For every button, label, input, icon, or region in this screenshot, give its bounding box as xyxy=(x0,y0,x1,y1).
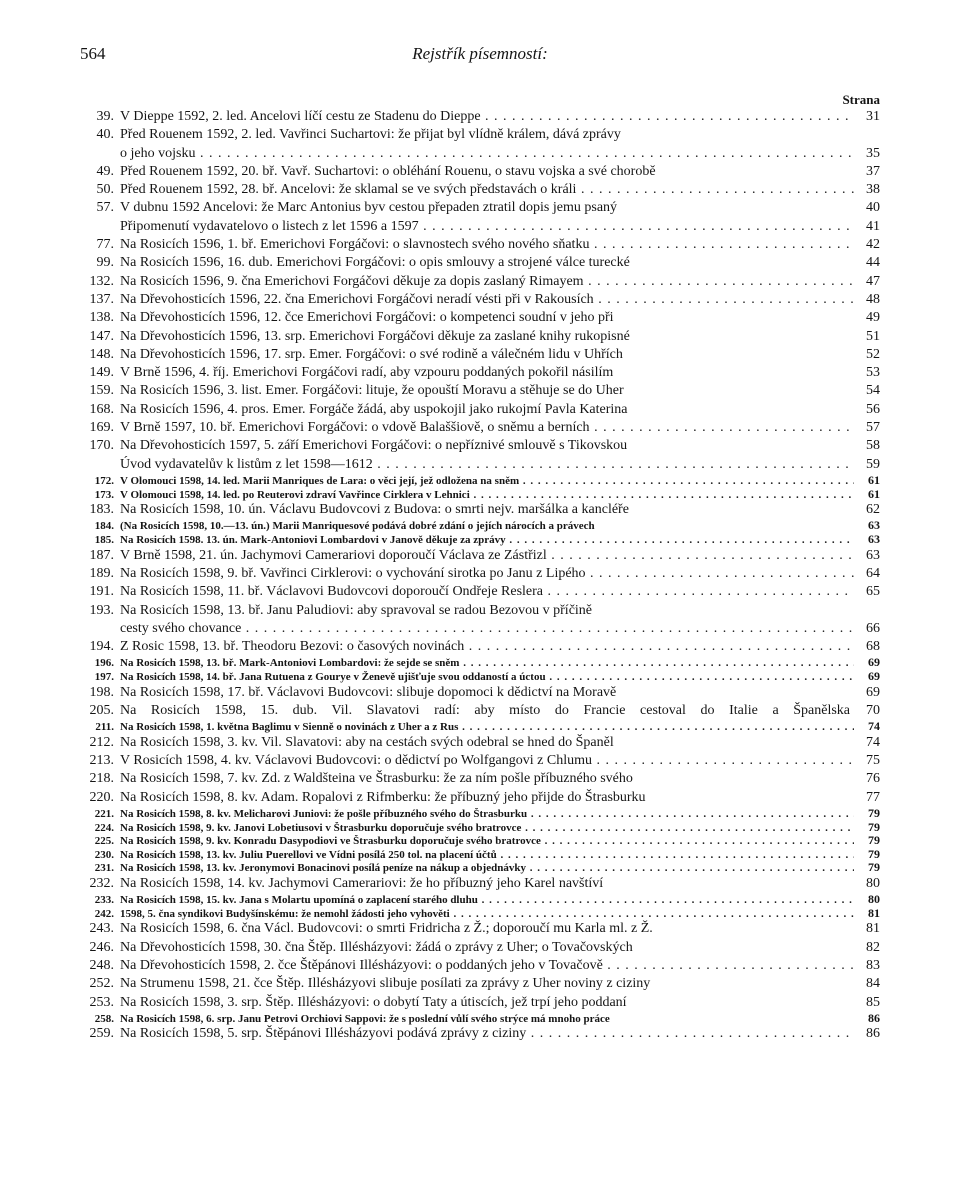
entry-text: Na Rosicích 1598, 3. srp. Štěp. Illésházyovi: o dobytí Taty a útiscích, jež trpí jeho poddaní xyxy=(120,994,627,1010)
list-item xyxy=(80,163,880,181)
entry-number: 183. xyxy=(89,502,114,518)
list-item xyxy=(80,181,880,199)
entry-text: V Brně 1596, 4. říj. Emerichovi Forgáčovi radí, aby vzpouru poddaných pokořil násilím xyxy=(120,365,614,381)
entry-number: 185. xyxy=(94,534,114,547)
entry-text: Na Strumenu 1598, 21. čce Štěp. Illésházyovi slibuje posílati za zprávy z Uher noviny z ciziny xyxy=(120,976,651,992)
entry-text: V Rosicích 1598, 4. kv. Václavovi Budovcovi: o dědictví po Wolfgangovi z Chlumu xyxy=(120,753,592,769)
list-item xyxy=(80,583,880,601)
entry-text: 1598, 5. čna syndikovi Budyšínskému: že nemohl žádosti jeho vyhověti xyxy=(120,907,450,920)
entry-number: 149. xyxy=(89,365,114,381)
entry-body xyxy=(120,364,854,382)
list-item xyxy=(80,770,880,788)
entry-page: 49 xyxy=(866,310,880,326)
entry-body xyxy=(120,975,854,993)
entry-text: Z Rosic 1598, 13. bř. Theodoru Bezovi: o časových novinách xyxy=(120,639,465,655)
entry-page: 51 xyxy=(866,328,880,344)
page-column-label: Strana xyxy=(842,92,880,107)
entry-body xyxy=(120,547,854,565)
list-item xyxy=(80,501,880,519)
entry-page: 64 xyxy=(866,565,880,581)
entry-text: Na Rosicích 1598, 6. srp. Janu Petrovi Orchiovi Sappovi: že s poslední vůlí svého strýce má mnoho práce xyxy=(120,1012,610,1025)
list-item xyxy=(80,456,880,474)
entry-text: V Olomouci 1598, 14. led. Marii Manriques de Lara: o věci její, jež odložena na sněm xyxy=(120,474,520,487)
list-item xyxy=(80,1025,880,1043)
list-item xyxy=(80,684,880,702)
entry-page: 61 xyxy=(868,472,880,487)
entry-number: 225. xyxy=(94,835,114,848)
entry-body xyxy=(120,273,854,291)
entry-number: 243. xyxy=(89,921,114,937)
entry-number: 169. xyxy=(89,420,114,436)
entry-page: 80 xyxy=(866,875,880,891)
entry-page: 86 xyxy=(868,1010,880,1025)
entry-page: 40 xyxy=(866,200,880,216)
entry-page: 66 xyxy=(866,620,880,636)
entry-body xyxy=(120,808,854,822)
entry-number: 198. xyxy=(89,684,114,700)
entry-number: 99. xyxy=(96,255,114,271)
entry-number: 193. xyxy=(89,602,114,618)
entry-text: Na Rosicích 1598, 11. bř. Václavovi Budovcovi doporoučí Ondřeje Reslera xyxy=(120,584,544,600)
entry-text: Na Rosicích 1596, 16. dub. Emerichovi Forgáčovi: o opis smlouvy a strojené válce turecké xyxy=(120,255,630,271)
entry-page: 81 xyxy=(868,905,880,920)
entry-page: 84 xyxy=(866,976,880,992)
entry-number: 196. xyxy=(94,657,114,670)
entry-page: 75 xyxy=(866,753,880,769)
entry-body xyxy=(120,1013,854,1027)
entry-number: 132. xyxy=(89,273,114,289)
entry-body xyxy=(120,671,854,685)
entry-body xyxy=(120,126,854,144)
list-item xyxy=(80,547,880,565)
list-item xyxy=(80,328,880,346)
entry-body xyxy=(120,1025,854,1043)
entry-page: 79 xyxy=(868,860,880,875)
entry-page: 79 xyxy=(868,819,880,834)
list-item xyxy=(80,789,880,807)
entry-number: 191. xyxy=(89,584,114,600)
list-item xyxy=(80,273,880,291)
list-item xyxy=(80,519,880,533)
entry-text: Na Rosicích 1598. 13. ún. Mark-Antoniovi Lombardovi v Janově děkuje za zprávy xyxy=(120,534,506,547)
entry-body xyxy=(120,721,854,735)
entry-page: 69 xyxy=(868,655,880,670)
entry-text: Na Rosicích 1598, 3. kv. Vil. Slavatovi: aby na cestách svých odebral se hned do Španěl xyxy=(120,734,614,750)
list-item xyxy=(80,145,880,163)
entry-body xyxy=(120,789,854,807)
entry-page: 79 xyxy=(868,833,880,848)
list-item xyxy=(80,309,880,327)
entry-text: Na Rosicích 1598, 7. kv. Zd. z Waldšteina ve Štrasburku: že za ním pošle příbuzného svého xyxy=(120,771,633,787)
entry-page: 38 xyxy=(866,182,880,198)
entry-text: Na Rosicích 1598, 14. kv. Jachymovi Camerariovi: že ho příbuzný jeho Karel navštíví xyxy=(120,875,604,891)
entry-body xyxy=(120,419,854,437)
entry-text: Na Rosicích 1598, 9. kv. Konradu Dasypodiovi ve Štrasburku doporučuje svého bratrovce xyxy=(120,835,541,848)
entry-body xyxy=(120,534,854,548)
entry-page: 63 xyxy=(866,547,880,563)
entry-body xyxy=(120,163,854,181)
list-item xyxy=(80,488,880,502)
entry-page: 79 xyxy=(868,846,880,861)
entry-page: 42 xyxy=(866,237,880,253)
entry-text: Na Rosicích 1598, 15. kv. Jana s Molartu upomíná o zaplacení starého dluhu xyxy=(120,894,478,907)
entry-body xyxy=(120,456,854,474)
table-of-contents xyxy=(80,108,880,1044)
entry-number: 231. xyxy=(94,862,114,875)
entry-number: 137. xyxy=(89,291,114,307)
entry-text: Před Rouenem 1592, 20. bř. Vavř. Suchartovi: o obléhání Rouenu, o stavu vojska a své chorobě xyxy=(120,163,656,179)
entry-body xyxy=(120,849,854,863)
entry-text: Připomenutí vydavatelovo o listech z let 1596 a 1597 xyxy=(120,218,419,234)
entry-body xyxy=(120,236,854,254)
list-item xyxy=(80,236,880,254)
running-title: Rejstřík písemností: xyxy=(412,44,548,63)
entry-text: Na Rosicích 1596, 3. list. Emer. Forgáčovi: lituje, že opouští Moravu a stěhuje se do Uher xyxy=(120,383,624,399)
entry-text: V Dieppe 1592, 2. led. Ancelovi líčí cestu ze Stadenu do Dieppe xyxy=(120,109,481,124)
entry-body xyxy=(120,994,854,1012)
entry-text: Na Rosicích 1598, 8. kv. Adam. Ropalovi z Rifmberku: že příbuzný jeho přijde do Štrasburku xyxy=(120,789,646,805)
entry-text: Na Rosicích 1598, 8. kv. Melicharovi Juniovi: že pošle příbuzného svého do Štrasburku xyxy=(120,807,528,820)
entry-text: Na Rosicích 1598, 14. bř. Jana Rutuena z Gourye v Ženevě ujišťuje svou oddaností a úctou xyxy=(120,670,546,683)
entry-text: V dubnu 1592 Ancelovi: že Marc Antonius byv cestou přepaden ztratil dopis jemu psaný xyxy=(120,200,618,216)
list-item xyxy=(80,670,880,684)
entry-body xyxy=(120,346,854,364)
entry-body xyxy=(120,734,854,752)
list-item xyxy=(80,437,880,455)
entry-number: 170. xyxy=(89,438,114,454)
entry-page: 74 xyxy=(868,719,880,734)
entry-body xyxy=(120,620,854,638)
entry-text: Na Rosicích 1598, 5. srp. Štěpánovi Illésházyovi podává zprávy z ciziny xyxy=(120,1026,527,1042)
entry-number: 212. xyxy=(89,734,114,750)
entry-text: Před Rouenem 1592, 28. bř. Ancelovi: že sklamal se ve svých představách o králi xyxy=(120,182,577,198)
entry-text: Před Rouenem 1592, 2. led. Vavřinci Suchartovi: že přijat byl vlídně králem, dává zprávy xyxy=(120,127,621,143)
entry-body xyxy=(120,382,854,400)
entry-number: 218. xyxy=(89,771,114,787)
entry-number: 147. xyxy=(89,328,114,344)
entry-text: Na Rosicích 1596, 9. čna Emerichovi Forgáčovi děkuje za dopis zaslaný Rimayem xyxy=(120,273,584,289)
entry-text: (Na Rosicích 1598, 10.—13. ún.) Marii Manriquesové podává dobré zdání o jejích nárocích a právech xyxy=(120,520,595,533)
entry-number: 233. xyxy=(94,894,114,907)
entry-page: 74 xyxy=(866,734,880,750)
entry-page: 76 xyxy=(866,771,880,787)
list-item xyxy=(80,620,880,638)
entry-text: Na Dřevohosticích 1598, 2. čce Štěpánovi Illésházyovi: o poddaných jeho v Tovačově xyxy=(120,958,603,973)
entry-text: Na Dřevohosticích 1596, 22. čna Emerichovi Forgáčovi neradí vésti při v Rakousích xyxy=(120,291,594,307)
entry-body xyxy=(120,939,854,957)
entry-body xyxy=(120,583,854,601)
entry-page: 83 xyxy=(866,958,880,973)
list-item xyxy=(80,199,880,217)
list-item xyxy=(80,994,880,1012)
list-item xyxy=(80,821,880,835)
entry-body xyxy=(120,520,854,534)
entry-number: 259. xyxy=(89,1026,114,1042)
list-item xyxy=(80,533,880,547)
entry-page: 31 xyxy=(866,109,880,124)
entry-text: Na Rosicích 1598, 10. ún. Václavu Budovcovi z Budova: o smrti nejv. maršálka a kancléře xyxy=(120,502,629,518)
list-item xyxy=(80,807,880,821)
entry-body xyxy=(120,894,854,908)
entry-page: 65 xyxy=(866,584,880,600)
entry-body xyxy=(120,309,854,327)
entry-body xyxy=(120,822,854,836)
entry-body xyxy=(120,437,854,455)
entry-number: 148. xyxy=(89,346,114,362)
list-item xyxy=(80,752,880,770)
entry-page: 35 xyxy=(866,145,880,161)
entry-page: 54 xyxy=(866,383,880,399)
entry-number: 194. xyxy=(89,639,114,655)
list-item xyxy=(80,834,880,848)
entry-text: Na Dřevohosticích 1596, 17. srp. Emer. Forgáčovi: o své rodině a válečném lidu v Uhřích xyxy=(120,346,623,362)
entry-page: 62 xyxy=(866,502,880,518)
entry-text: V Brně 1598, 21. ún. Jachymovi Camerariovi doporoučí Václava ze Zástřizl xyxy=(120,547,547,563)
entry-body xyxy=(120,702,854,720)
entry-page: 58 xyxy=(866,438,880,454)
entry-number: 173. xyxy=(94,488,114,501)
entry-body xyxy=(120,401,854,419)
entry-page: 70 xyxy=(866,702,880,718)
entry-page: 48 xyxy=(866,291,880,307)
entry-number: 221. xyxy=(94,807,114,820)
entry-page: 37 xyxy=(866,163,880,179)
entry-number: 197. xyxy=(94,670,114,683)
entry-number: 205. xyxy=(89,702,114,718)
entry-body xyxy=(120,602,854,620)
entry-number: 230. xyxy=(94,848,114,861)
entry-text: V Brně 1597, 10. bř. Emerichovi Forgáčovi: o vdově Balaššiově, o sněmu a berních xyxy=(120,420,590,436)
entry-body xyxy=(120,475,854,489)
entry-text: Na Rosicích 1596, 1. bř. Emerichovi Forgáčovi: o slavnostech svého nového sňatku xyxy=(120,237,590,253)
entry-text: Na Rosicích 1596, 4. pros. Emer. Forgáče žádá, aby uspokojil jako rukojmí Pavla Katerina xyxy=(120,401,628,417)
entry-text: Na Rosicích 1598, 6. čna Václ. Budovcovi: o smrti Fridricha z Ž.; doporoučí mu Karla ml. z Ž. xyxy=(120,921,653,937)
entry-text: Na Rosicích 1598, 13. bř. Janu Paludiovi: aby spravoval se radou Bezovou v příčině xyxy=(120,602,593,618)
entry-text: o jeho vojsku xyxy=(120,145,196,161)
entry-body xyxy=(120,254,854,272)
entry-number: 39. xyxy=(96,109,114,124)
list-item xyxy=(80,346,880,364)
list-item xyxy=(80,875,880,893)
list-item xyxy=(80,401,880,419)
list-item xyxy=(80,861,880,875)
entry-number: 246. xyxy=(89,939,114,955)
entry-number: 248. xyxy=(89,958,114,973)
entry-text: Na Rosicích 1598, 9. bř. Vavřinci Cirklerovi: o vychování sirotka po Janu z Lipého xyxy=(120,565,586,581)
entry-page: 79 xyxy=(868,805,880,820)
entry-page: 63 xyxy=(868,532,880,547)
entry-text: Na Dřevohosticích 1596, 12. čce Emerichovi Forgáčovi: o kompetenci soudní v jeho při xyxy=(120,310,614,326)
entry-number: 159. xyxy=(89,383,114,399)
entry-body xyxy=(120,657,854,671)
entry-text: cesty svého chovance xyxy=(120,620,242,636)
entry-page: 69 xyxy=(868,668,880,683)
entry-number: 168. xyxy=(89,401,114,417)
list-item xyxy=(80,364,880,382)
entry-body xyxy=(120,291,854,309)
entry-text: Na Rosicích 1598, 15. dub. Vil. Slavatovi radí: aby místo do Francie cestoval do Italie a Španělska xyxy=(120,702,851,718)
entry-body xyxy=(120,489,854,503)
entry-page: 56 xyxy=(866,401,880,417)
entry-body xyxy=(120,752,854,770)
entry-number: 213. xyxy=(89,753,114,769)
list-item xyxy=(80,893,880,907)
entry-body xyxy=(120,770,854,788)
entry-page: 59 xyxy=(866,456,880,472)
list-item xyxy=(80,920,880,938)
list-item xyxy=(80,720,880,734)
entry-page: 68 xyxy=(866,639,880,655)
entry-text: Úvod vydavatelův k listům z let 1598—1612 xyxy=(120,456,373,472)
entry-body xyxy=(120,835,854,849)
list-item xyxy=(80,565,880,583)
entry-number: 184. xyxy=(94,520,114,533)
entry-body xyxy=(120,638,854,656)
entry-page: 85 xyxy=(866,994,880,1010)
list-item xyxy=(80,656,880,670)
entry-body xyxy=(120,181,854,199)
list-item xyxy=(80,419,880,437)
entry-text: Na Rosicích 1598, 13. bř. Mark-Antoniovi Lombardovi: že sejde se sněm xyxy=(120,657,460,670)
entry-number: 211. xyxy=(95,721,114,734)
page-number: 564 xyxy=(80,44,106,63)
list-item xyxy=(80,218,880,236)
list-item xyxy=(80,108,880,126)
list-item xyxy=(80,848,880,862)
entry-page: 61 xyxy=(868,486,880,501)
list-item xyxy=(80,957,880,975)
entry-page: 52 xyxy=(866,346,880,362)
entry-body xyxy=(120,957,854,975)
entry-number: 172. xyxy=(94,474,114,487)
list-item xyxy=(80,474,880,488)
list-item xyxy=(80,702,880,720)
entry-text: Na Rosicích 1598, 13. kv. Jeronymovi Bonacinovi posílá peníze na nákup a objednávky xyxy=(120,862,526,875)
list-item xyxy=(80,734,880,752)
entry-page: 44 xyxy=(866,255,880,271)
list-item xyxy=(80,291,880,309)
list-item xyxy=(80,907,880,921)
entry-number: 50. xyxy=(96,182,114,198)
entry-body xyxy=(120,908,854,922)
entry-number: 220. xyxy=(89,789,114,805)
entry-body xyxy=(120,199,854,217)
list-item xyxy=(80,254,880,272)
entry-number: 252. xyxy=(89,976,114,992)
list-item xyxy=(80,382,880,400)
entry-body xyxy=(120,875,854,893)
list-item xyxy=(80,1012,880,1026)
entry-body xyxy=(120,108,854,126)
entry-page: 53 xyxy=(866,365,880,381)
entry-number: 242. xyxy=(94,907,114,920)
list-item xyxy=(80,126,880,144)
entry-text: Na Dřevohosticích 1597, 5. září Emerichovi Forgáčovi: o nepříznivé smlouvě s Tikovskou xyxy=(120,438,628,454)
entry-body xyxy=(120,145,854,163)
entry-body xyxy=(120,862,854,876)
list-item xyxy=(80,602,880,620)
entry-body xyxy=(120,565,854,583)
entry-body xyxy=(120,218,854,236)
list-item xyxy=(80,638,880,656)
entry-body xyxy=(120,920,854,938)
entry-body xyxy=(120,684,854,702)
entry-number: 187. xyxy=(89,547,114,563)
entry-text: Na Rosicích 1598, 1. května Baglimu v Sienně o novinách z Uher a z Rus xyxy=(120,721,459,734)
entry-number: 189. xyxy=(89,565,114,581)
entry-number: 57. xyxy=(96,200,114,216)
entry-number: 40. xyxy=(96,127,114,143)
entry-number: 258. xyxy=(94,1012,114,1025)
entry-page: 77 xyxy=(866,789,880,805)
entry-page: 57 xyxy=(866,420,880,436)
list-item xyxy=(80,975,880,993)
entry-number: 224. xyxy=(94,821,114,834)
entry-number: 232. xyxy=(89,875,114,891)
entry-page: 81 xyxy=(866,921,880,937)
entry-page: 41 xyxy=(866,218,880,234)
entry-page: 86 xyxy=(866,1026,880,1042)
list-item xyxy=(80,939,880,957)
entry-page: 82 xyxy=(866,939,880,955)
entry-number: 49. xyxy=(96,163,114,179)
entry-text: Na Dřevohosticích 1596, 13. srp. Emerichovi Forgáčovi děkuje za zaslané knihy rukopisné xyxy=(120,328,630,344)
entry-body xyxy=(120,501,854,519)
entry-body xyxy=(120,328,854,346)
entry-text: Na Rosicích 1598, 9. kv. Janovi Lobetiusovi v Štrasburku doporučuje svého bratrovce xyxy=(120,821,522,834)
entry-number: 138. xyxy=(89,310,114,326)
entry-page: 69 xyxy=(866,684,880,700)
entry-text: V Olomouci 1598, 14. led. po Reuterovi zdraví Vavřince Cirklera v Lehnici xyxy=(120,488,470,501)
entry-text: Na Rosicích 1598, 17. bř. Václavovi Budovcovi: slibuje dopomoci k dědictví na Moravě xyxy=(120,684,617,700)
entry-page: 47 xyxy=(866,273,880,289)
entry-page: 80 xyxy=(868,892,880,907)
entry-page: 63 xyxy=(868,518,880,533)
entry-text: Na Dřevohosticích 1598, 30. čna Štěp. Illésházyovi: žádá o zprávy z Uher; o Tovačovských xyxy=(120,939,633,955)
entry-number: 253. xyxy=(89,994,114,1010)
entry-text: Na Rosicích 1598, 13. kv. Juliu Puerellovi ve Vídni posílá 250 tol. na placení účtů xyxy=(120,848,497,861)
entry-number: 77. xyxy=(96,237,114,253)
